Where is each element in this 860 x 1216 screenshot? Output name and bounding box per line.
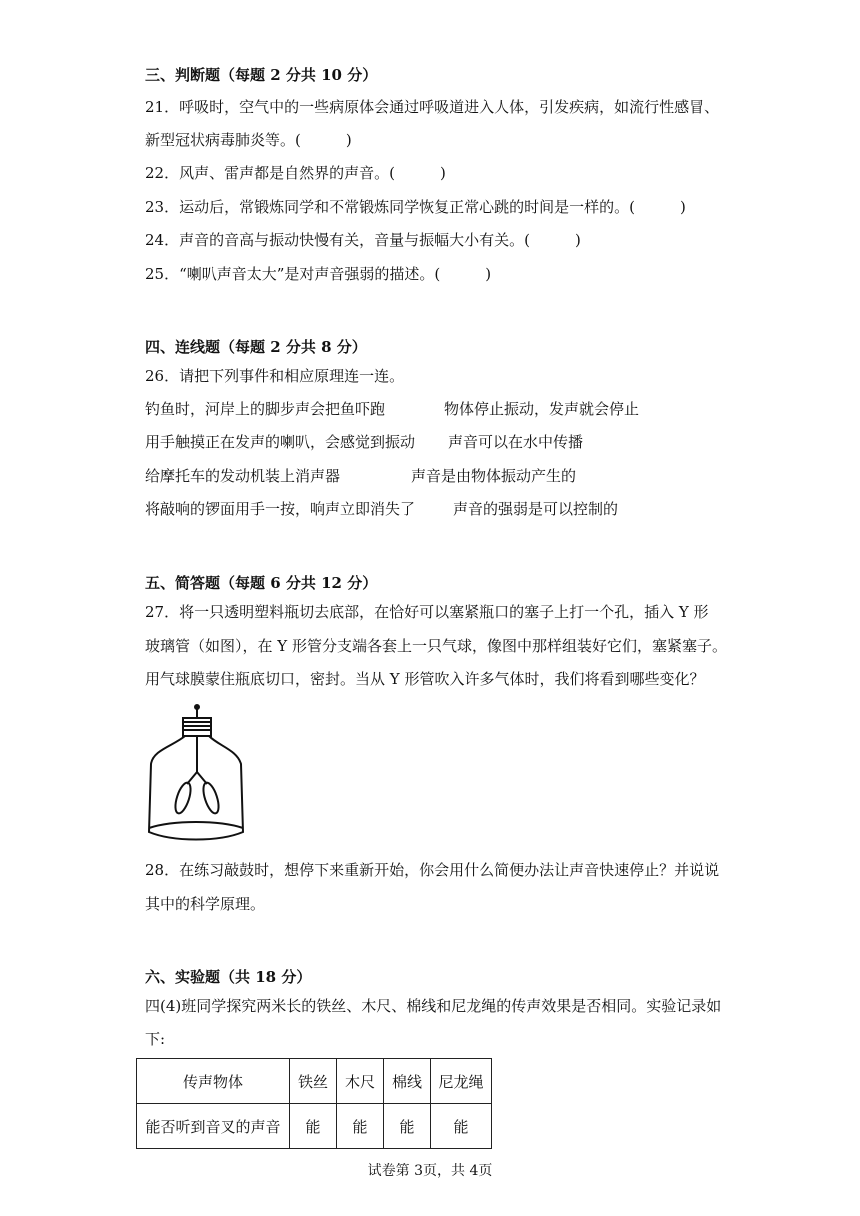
table-header-cell: 传声物体 (137, 1059, 290, 1104)
matching-left-item: 钓鱼时，河岸上的脚步声会把鱼吓跑 (145, 400, 386, 418)
table-cell: 能否听到音叉的声音 (137, 1104, 290, 1149)
table-cell: 能 (384, 1104, 431, 1149)
matching-right-item: 声音可以在水中传播 (448, 433, 584, 451)
question-27-line2: 玻璃管（如图），在 Y 形管分支端各套上一只气球，像图中那样组装好它们，塞紧塞子。 (145, 637, 727, 655)
table-header-cell: 棉线 (384, 1059, 431, 1104)
table-header-cell: 尼龙绳 (431, 1059, 492, 1104)
table-header-cell: 铁丝 (290, 1059, 337, 1104)
table-row (137, 1104, 492, 1149)
matching-right-item: 声音的强弱是可以控制的 (453, 500, 619, 518)
section6-title: 六、实验题（共 18 分） (145, 968, 312, 986)
question-27-line1: 27．将一只透明塑料瓶切去底部，在恰好可以塞紧瓶口的塞子上打一个孔，插入 Y 形 (145, 603, 709, 621)
matching-right-item: 声音是由物体振动产生的 (411, 467, 577, 485)
question-28-line1: 28．在练习敲鼓时，想停下来重新开始，你会用什么简便办法让声音快速停止？并说说 (145, 861, 720, 879)
question-25: 25．“喇叭声音太大”是对声音强弱的描述。( ) (145, 265, 492, 283)
table-cell: 能 (290, 1104, 337, 1149)
matching-left-item: 将敲响的锣面用手一按，响声立即消失了 (145, 500, 416, 518)
matching-left-item: 给摩托车的发动机装上消声器 (145, 467, 341, 485)
table-row (137, 1059, 492, 1104)
question-26: 26．请把下列事件和相应原理连一连。 (145, 367, 405, 385)
section3-title: 三、判断题（每题 2 分共 10 分） (145, 66, 378, 84)
matching-right-item: 物体停止振动，发声就会停止 (444, 400, 640, 418)
table-header-cell: 木尺 (337, 1059, 384, 1104)
question-24: 24．声音的音高与振动快慢有关，音量与振幅大小有关。( ) (145, 231, 581, 249)
question-23: 23．运动后，常锻炼同学和不常锻炼同学恢复正常心跳的时间是一样的。( ) (145, 198, 686, 216)
experiment-record-table (136, 1058, 492, 1149)
bottle-balloon-figure (143, 704, 247, 842)
question-27-line3: 用气球膜蒙住瓶底切口，密封。当从 Y 形管吹入许多气体时，我们将看到哪些变化？ (145, 670, 705, 688)
table-cell: 能 (431, 1104, 492, 1149)
question-22: 22．风声、雷声都是自然界的声音。( ) (145, 164, 446, 182)
section5-title: 五、简答题（每题 6 分共 12 分） (145, 574, 378, 592)
question-21-line1: 21．呼吸时，空气中的一些病原体会通过呼吸道进入人体，引发疾病，如流行性感冒、 (145, 98, 720, 116)
page-footer: 试卷第 3页，共 4页 (367, 1163, 493, 1179)
table-cell: 能 (337, 1104, 384, 1149)
matching-left-item: 用手触摸正在发声的喇叭，会感觉到振动 (145, 433, 416, 451)
question-21-line2: 新型冠状病毒肺炎等。( ) (145, 131, 352, 149)
section4-title: 四、连线题（每题 2 分共 8 分） (145, 338, 367, 356)
experiment-intro-line2: 下: (145, 1030, 166, 1048)
question-28-line2: 其中的科学原理。 (145, 895, 266, 913)
experiment-intro-line1: 四(4)班同学探究两米长的铁丝、木尺、棉线和尼龙绳的传声效果是否相同。实验记录如 (145, 997, 722, 1015)
